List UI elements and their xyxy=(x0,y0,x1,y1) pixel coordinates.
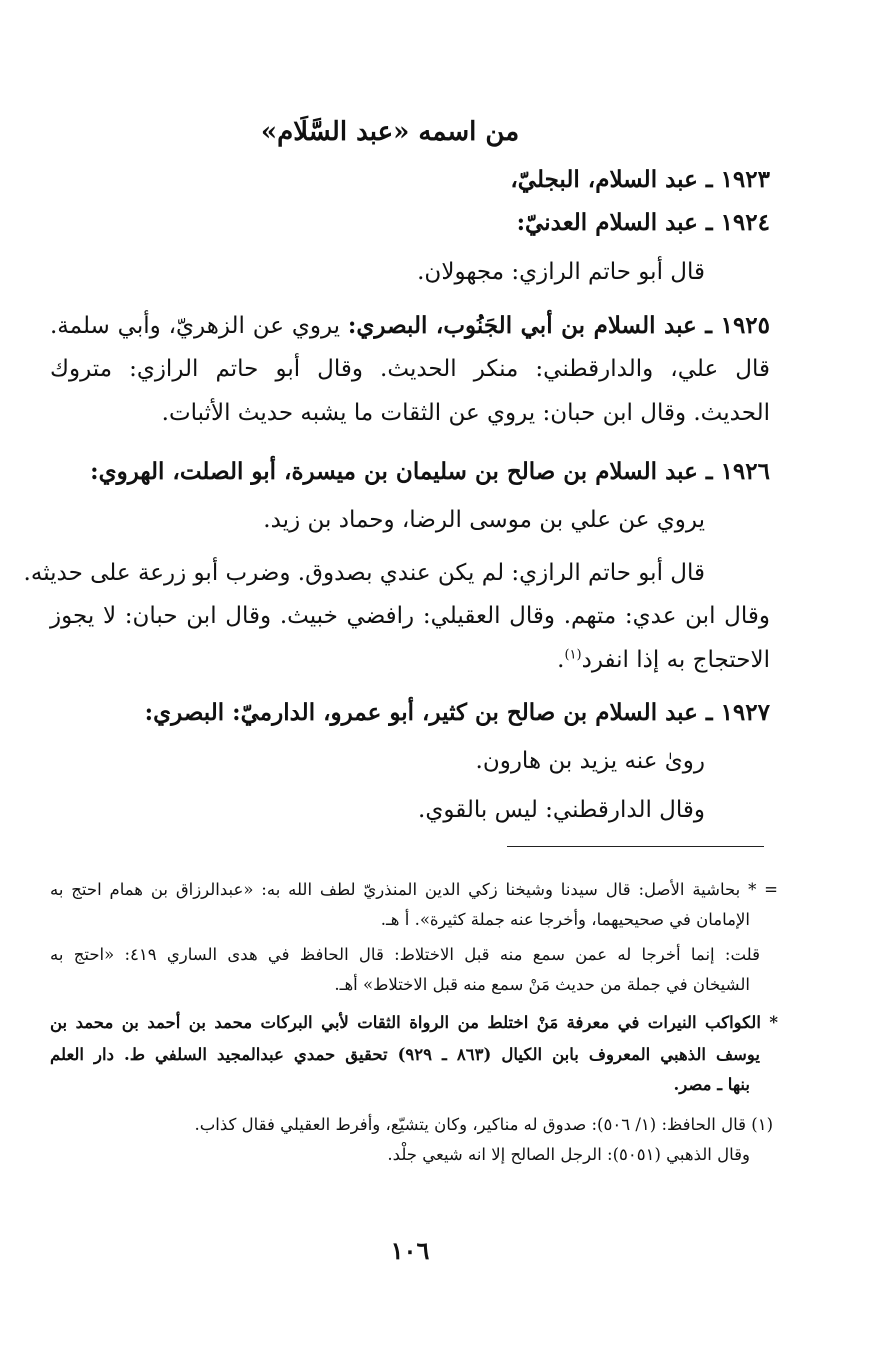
entry-1925-text-2: الحديث. وقال ابن حبان: يروي عن الثقات ما يشبه حديث الأثبات. xyxy=(161,400,770,426)
section-heading: من اسمه «عبد السَّلَام» xyxy=(260,117,520,147)
entry-1924-title: ١٩٢٤ ـ عبد السلام العدنيّ: xyxy=(516,209,770,236)
entry-1926-text-2: قال أبو حاتم الرازي: لم يكن عندي بصدوق. وضرب أبو زرعة على حديثه. xyxy=(23,560,705,586)
entry-1926-text-4 xyxy=(557,640,770,680)
entry-1923-title: ١٩٢٣ ـ عبد السلام، البجليّ، xyxy=(510,166,770,193)
footnote-margin-note-line-1: = * بحاشية الأصل: قال سيدنا وشيخنا زكي الدين المنذريّ لطف الله به: «عبدالرزاق بن همام احتج به xyxy=(50,880,778,899)
entry-1927-text-2: وقال الدارقطني: ليس بالقوي. xyxy=(418,797,705,823)
entry-1926-text-4-body: الاحتجاج به إذا انفرد xyxy=(581,647,770,673)
footnote-source-line-2: يوسف الذهبي المعروف بابن الكيال (٨٦٣ ـ ٩٢٩) تحقيق حمدي عبدالمجيد السلفي ط. دار العلم xyxy=(50,1045,760,1064)
footnote-comment-line-2: الشيخان في جملة من حديث مَنْ سمع منه قبل الاختلاط» أهـ. xyxy=(334,975,750,994)
entry-1927-title: ١٩٢٧ ـ عبد السلام بن صالح بن كثير، أبو عمرو، الدارميّ: البصري: xyxy=(144,699,770,726)
entry-1926-text-3: وقال ابن عدي: متهم. وقال العقيلي: رافضي خبيث. وقال ابن حبان: لا يجوز xyxy=(50,603,770,629)
footnote-source-line-1: * الكواكب النيرات في معرفة مَنْ اختلط من الرواة الثقات لأبي البركات محمد بن أحمد بن محمد بن xyxy=(50,1013,778,1032)
entry-1925-title xyxy=(50,306,770,346)
entry-1925-title-name: ١٩٢٥ ـ عبد السلام بن أبي الجَنُوب، البصري: xyxy=(347,312,771,339)
footnote-separator xyxy=(507,846,764,847)
entry-1926-text-4-end: . xyxy=(557,647,565,673)
footnote-1-line-2: وقال الذهبي (٥٠٥١): الرجل الصالح إلا انه شيعي جلْد. xyxy=(387,1145,750,1164)
entry-1927-text-1: روىٰ عنه يزيد بن هارون. xyxy=(475,748,705,774)
footnote-margin-note-line-2: الإمامان في صحيحيهما، وأخرجا عنه جملة كثيرة». أ هـ. xyxy=(380,910,750,929)
footnote-ref-1: (١) xyxy=(564,647,582,663)
footnote-source-line-3: بنها ـ مصر. xyxy=(673,1075,750,1094)
entry-1926-title: ١٩٢٦ ـ عبد السلام بن صالح بن سليمان بن ميسرة، أبو الصلت، الهروي: xyxy=(90,458,770,485)
page-number: ١٠٦ xyxy=(390,1236,430,1265)
entry-1925-title-rest: يروي عن الزهريّ، وأبي سلمة. xyxy=(50,313,348,339)
entry-1924-text: قال أبو حاتم الرازي: مجهولان. xyxy=(417,259,705,285)
footnote-comment-line-1: قلت: إنما أخرجا له عمن سمع منه قبل الاختلاط: قال الحافظ في هدى الساري ٤١٩: «احتج به xyxy=(50,945,760,964)
entry-1925-text-1: قال علي، والدارقطني: منكر الحديث. وقال أبو حاتم الرازي: متروك xyxy=(50,356,770,382)
footnote-1-line-1: (١) قال الحافظ: (١/ ٥٠٦): صدوق له مناكير، وكان يتشيّع، وأفرط العقيلي فقال كذاب. xyxy=(194,1115,773,1134)
entry-1926-text-1: يروي عن علي بن موسى الرضا، وحماد بن زيد. xyxy=(263,507,705,533)
